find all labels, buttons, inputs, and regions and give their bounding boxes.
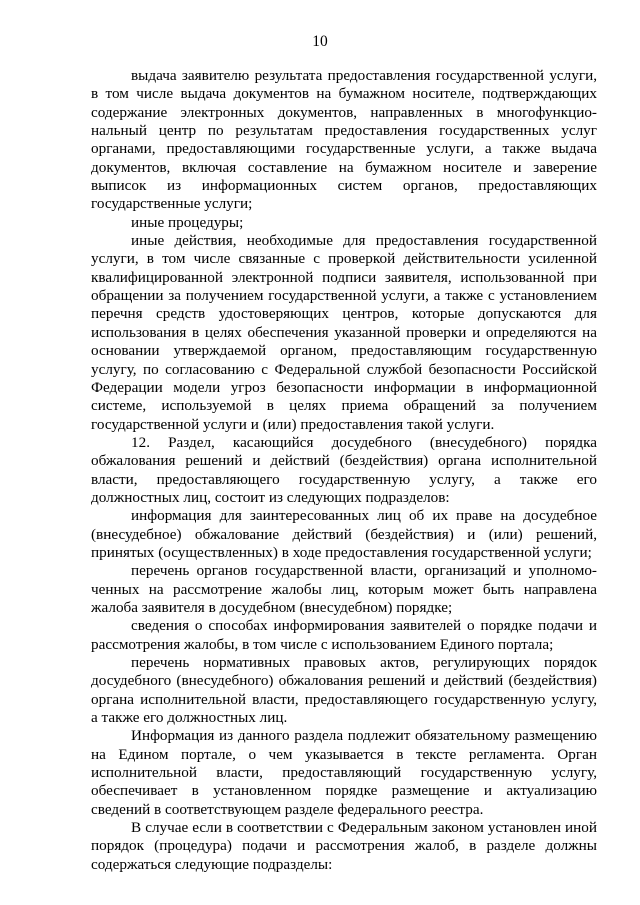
text-line: услуги, в том числе связанные с проверкой действительности усиленной bbox=[91, 250, 597, 268]
text-line: Федерации модели угроз безопасности информации в информационной bbox=[91, 378, 597, 396]
text-line: жалоба заявителя в досудебном (внесудебном) порядке; bbox=[91, 598, 453, 616]
text-line: исполнительной власти, предоставляющий государственную услугу, bbox=[91, 764, 597, 782]
text-line: основании утверждаемой органом, предоставляющим государственную bbox=[91, 342, 597, 360]
text-line: 12. Раздел, касающийся досудебного (внесудебного) порядка bbox=[131, 433, 597, 451]
text-line: иные процедуры; bbox=[131, 213, 244, 231]
text-line: в том числе выдача документов на бумажном носителе, подтверждающих bbox=[91, 85, 597, 103]
paragraph bbox=[91, 232, 597, 434]
text-line: использования в целях обеспечения указанной проверки и определяются на bbox=[91, 323, 597, 341]
text-line: В случае если в соответствии с Федеральным законом установлен иной bbox=[131, 819, 597, 837]
text-line: обращении за получением государственной услуги, а также с установлением bbox=[91, 287, 597, 305]
text-line: содержание электронных документов, направленных в многофункцио- bbox=[91, 103, 597, 121]
text-line: информация для заинтересованных лиц об их праве на досудебное bbox=[131, 507, 597, 525]
text-line: обеспечивает в установленном порядке размещение и актуализацию bbox=[91, 782, 597, 800]
text-line: содержаться следующие подразделы: bbox=[91, 855, 333, 873]
text-line: власти, предоставляющего государственную услугу, а также его bbox=[91, 470, 597, 488]
paragraph bbox=[91, 819, 597, 874]
text-line: системе, используемой в целях приема обращений за получением bbox=[91, 397, 597, 415]
text-line: перечень органов государственной власти, организаций и уполномо- bbox=[131, 562, 597, 580]
paragraph bbox=[91, 214, 597, 232]
text-line: перечня средств удостоверяющих центров, которые допускаются для bbox=[91, 305, 597, 323]
text-line: досудебного (внесудебного) обжалования решений и действий (бездействия) bbox=[91, 672, 597, 690]
text-line: органа исполнительной власти, предоставляющего государственную услугу, bbox=[91, 690, 597, 708]
text-line: выписок из информационных систем органов, предоставляющих bbox=[91, 177, 597, 195]
text-line: государственной услуги и (или) предоставления такой услуги. bbox=[91, 415, 495, 433]
text-line: принятых (осуществленных) в ходе предоставления государственной услуги; bbox=[91, 543, 592, 561]
text-line: сведения о способах информирования заявителей о порядке подачи и bbox=[131, 617, 597, 635]
text-line: обжалования решений и действий (бездействия) органа исполнительной bbox=[91, 452, 597, 470]
text-line: документов, включая составление на бумажном носителе и заверение bbox=[91, 158, 597, 176]
text-line: на Едином портале, о чем указывается в тексте регламента. Орган bbox=[91, 745, 597, 763]
text-line: нальный центр по результатам предоставления государственных услуг bbox=[91, 122, 597, 140]
text-line: (внесудебное) обжалование действий (бездействия) и (или) решений, bbox=[91, 525, 597, 543]
text-line: услугу, по согласованию с Федеральной службой безопасности Российской bbox=[91, 360, 597, 378]
paragraph bbox=[91, 617, 597, 654]
paragraph bbox=[91, 562, 597, 617]
text-line: выдача заявителю результата предоставления государственной услуги, bbox=[131, 67, 597, 84]
paragraph bbox=[91, 654, 597, 727]
text-line: сведений в соответствующем разделе федерального реестра. bbox=[91, 800, 484, 818]
paragraph bbox=[91, 67, 597, 214]
text-line: органами, предоставляющими государственные услуги, а также выдача bbox=[91, 140, 597, 158]
text-line: ченных на рассмотрение жалобы лиц, которым может быть направлена bbox=[91, 580, 597, 598]
text-line: государственные услуги; bbox=[91, 195, 253, 213]
text-line: иные действия, необходимые для предоставления государственной bbox=[131, 232, 597, 250]
text-line: рассмотрения жалобы, в том числе с использованием Единого портала; bbox=[91, 635, 554, 653]
paragraph bbox=[91, 434, 597, 507]
page-number: 10 bbox=[312, 33, 328, 50]
text-line: должностных лиц, состоит из следующих подразделов: bbox=[91, 488, 450, 506]
text-line: перечень нормативных правовых актов, регулирующих порядок bbox=[131, 654, 597, 671]
paragraph bbox=[91, 727, 597, 819]
paragraph bbox=[91, 507, 597, 562]
text-line: а также его должностных лиц. bbox=[91, 709, 288, 727]
text-line: квалифицированной электронной подписи заявителя, использованной при bbox=[91, 268, 597, 286]
document-body bbox=[91, 67, 597, 874]
text-line: порядок (процедура) подачи и рассмотрения жалоб, в разделе должны bbox=[91, 837, 597, 855]
text-line: Информация из данного раздела подлежит обязательному размещению bbox=[131, 727, 597, 745]
